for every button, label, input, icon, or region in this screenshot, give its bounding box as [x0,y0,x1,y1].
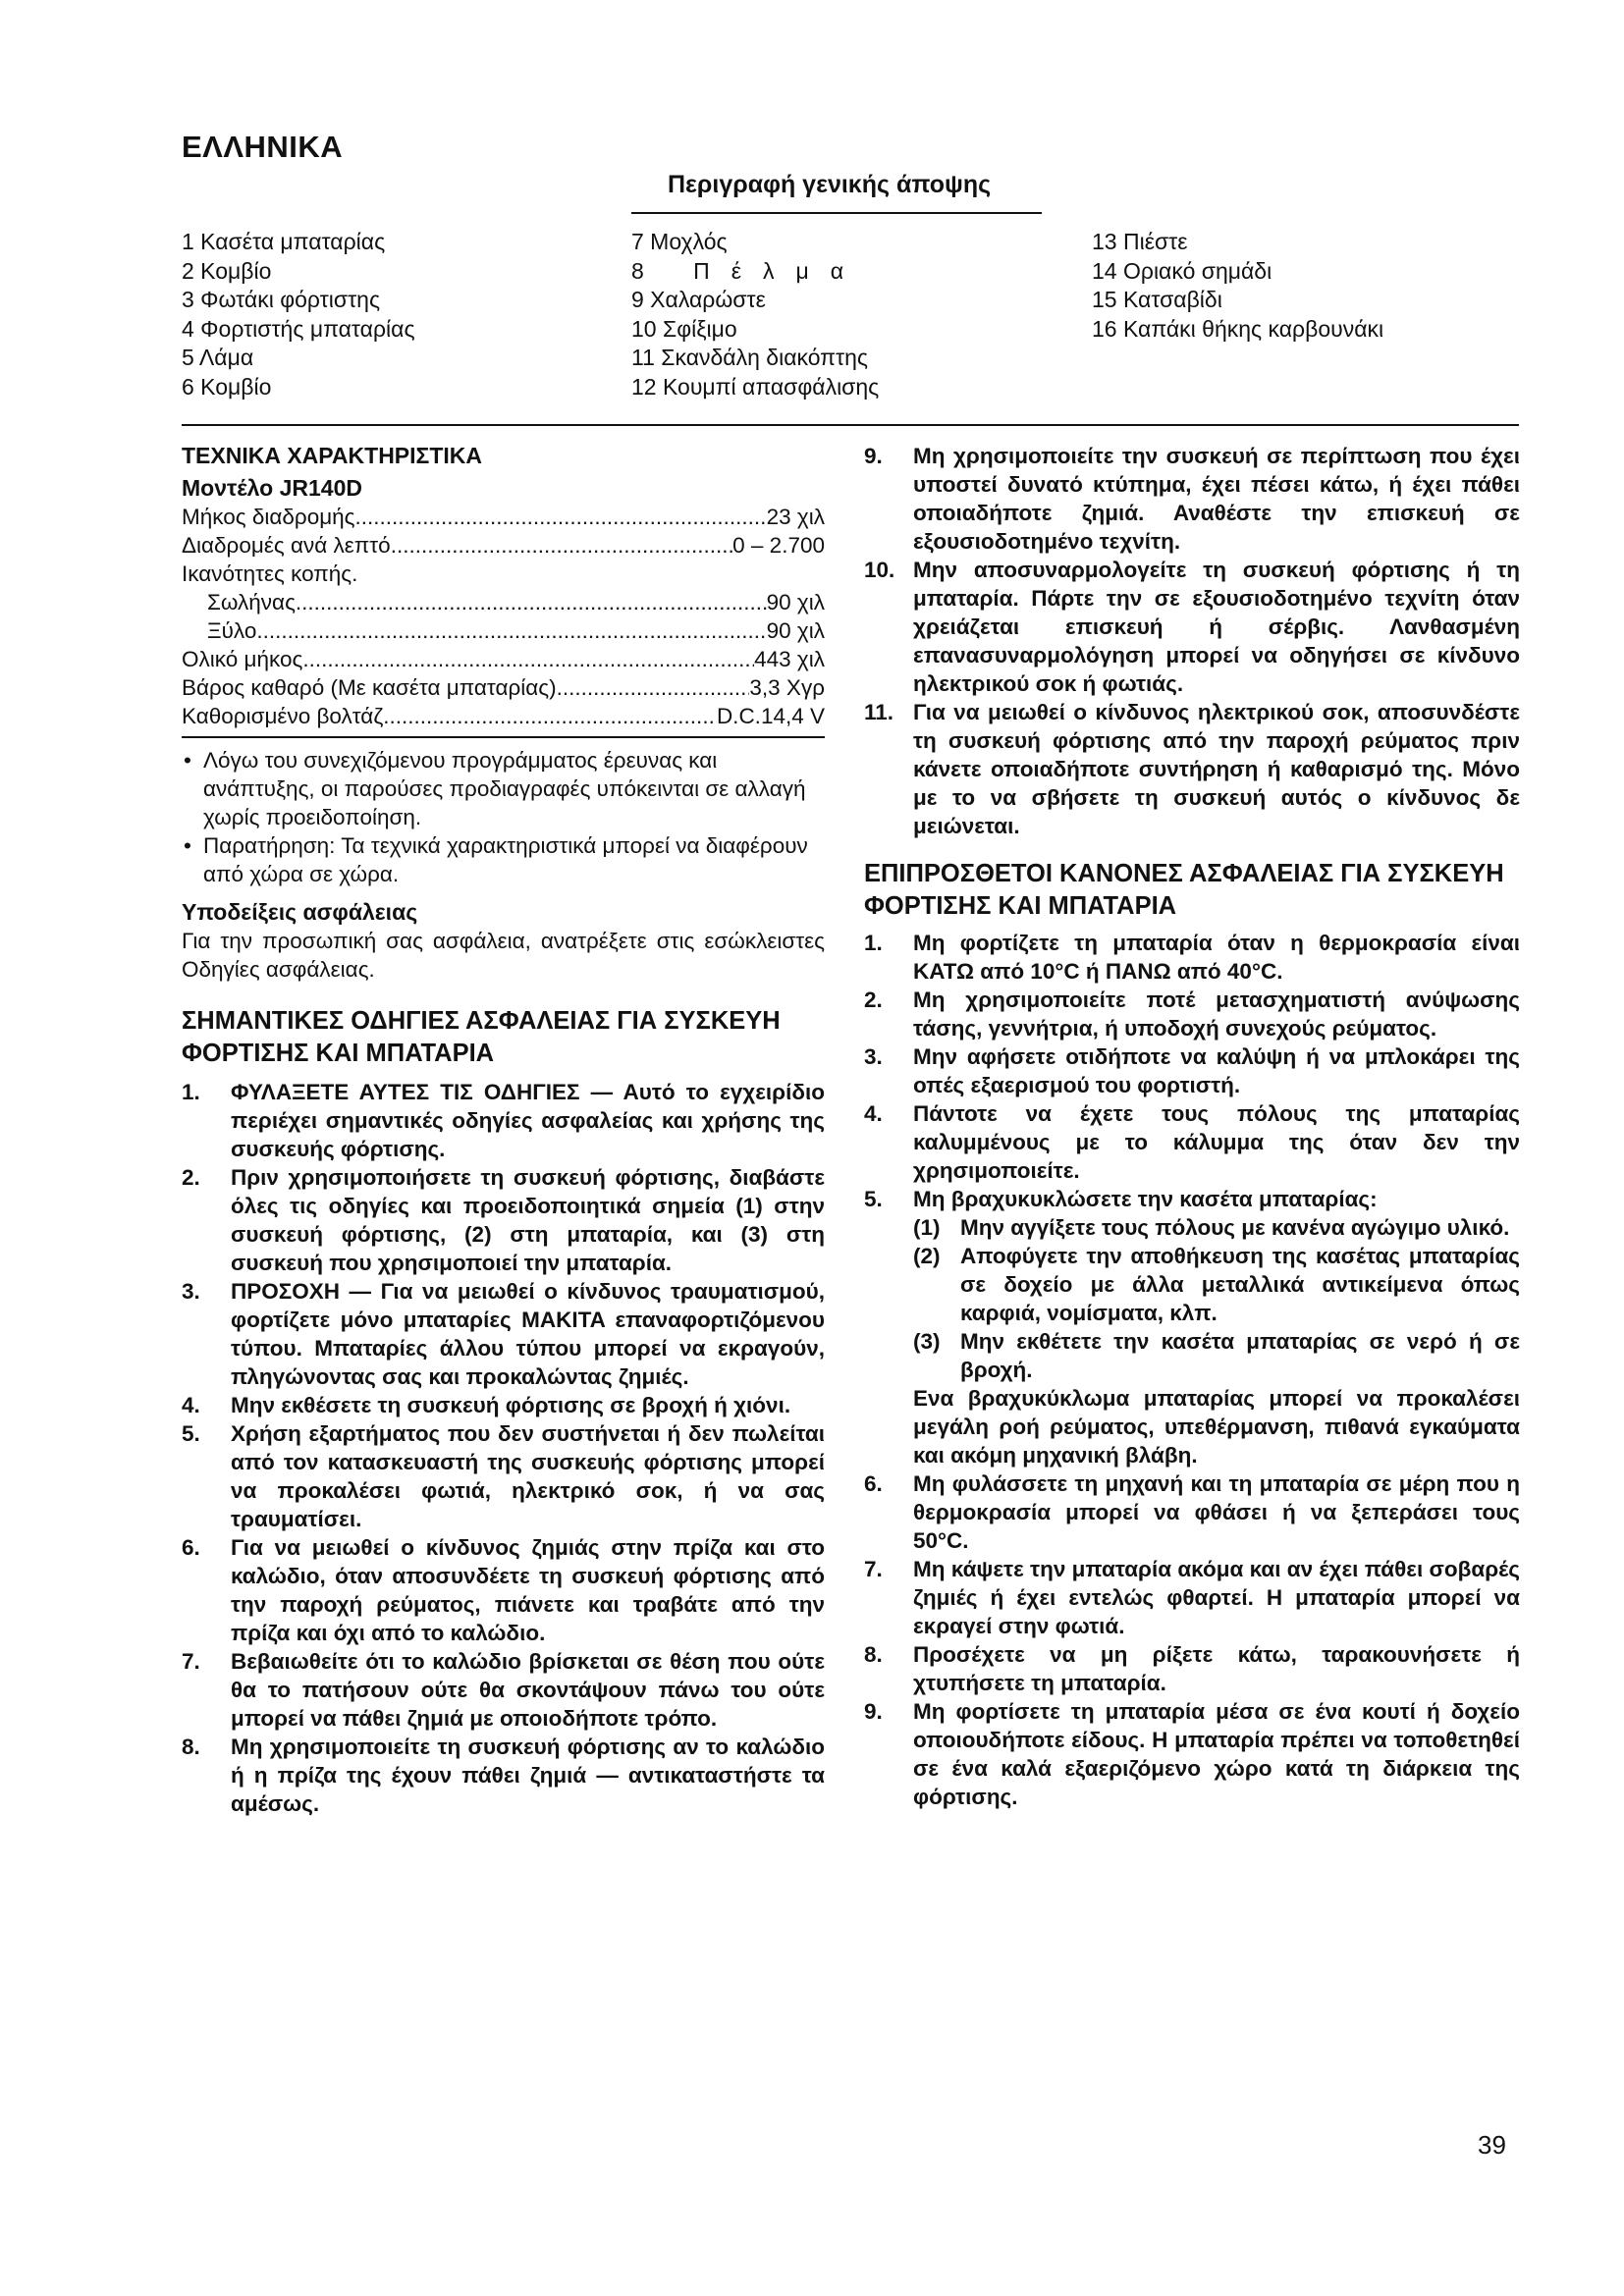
rule-item: 6. Μη φυλάσσετε τη μηχανή και τη μπαταρία σε μέρη που η θερμοκρασία μπορεί να φθάσει ή να ξεπεράσει τους 50°C. [864,1471,1520,1553]
part-item: 4 Φορτιστής μπαταρίας [182,315,415,342]
part-item: 13 Πιέστε [1092,229,1188,254]
part-item: 7 Μοχλός [631,229,728,254]
instruction-item: 2. Πριν χρησιμοποιήσετε τη συσκευή φόρτισης, διαβάστε όλες τις οδηγίες και προειδοποιητικά σημεία (1) στην συσκευή φόρτισης, (2) στη μπαταρία, και (3) στη συσκευή που χρησιμοποιεί την μπαταρία. [182,1165,825,1275]
short-circuit-note: Ενα βραχυκύκλωμα μπαταρίας μπορεί να προκαλέσει μεγάλη ροή ρεύματος, υπεθέρμανση, πιθανά εγκαύματα και ακόμη μηχανική βλάβη. [913,1386,1520,1468]
spec-row: Βάρος καθαρό (Με κασέτα μπαταρίας) ..... 3,3 Χγρ [182,673,825,702]
spec-row: Ξύλο ..... 90 χιλ [182,616,825,645]
rule-item: 7. Μη κάψετε την μπαταρία ακόμα και αν έχει πάθει σοβαρές ζημιές ή έχει εντελώς φθαρτεί. Η μπαταρία μπορεί να εκραγεί στην φωτιά. [864,1557,1520,1638]
spec-row: Διαδρομές ανά λεπτό ..... 0 – 2.700 [182,531,825,560]
rule-subitem: (1) Μην αγγίξετε τους πόλους με κανένα αγώγιμο υλικό. [913,1215,1510,1240]
part-item: 3 Φωτάκι φόρτιστης [182,287,381,312]
safety-hints-heading: Υποδείξεις ασφάλειας [182,899,418,925]
spec-note: • Παρατήρηση: Τα τεχνικά χαρακτηριστικά μπορεί να διαφέρουν από χώρα σε χώρα. [184,833,808,886]
instruction-item: 9. Μη χρησιμοποιείτε την συσκευή σε περίπτωση που έχει υποστεί δυνατό κτύπημα, έχει πέσει κάτω, ή έχει πάθει οποιαδήποτε ζημιά. Αναθέστε την επισκευή σε εξουσιοδοτημένο τεχνίτη. [864,444,1520,554]
rule-item: 8. Προσέχετε να μη ρίξετε κάτω, ταρακουνήσετε ή χτυπήσετε τη μπαταρία. [864,1642,1520,1695]
part-item: 14 Οριακό σημάδι [1092,257,1272,284]
section-divider [182,424,1519,426]
rule-item: 4. Πάντοτε να έχετε τους πόλους της μπαταρίας καλυμμένους με το κάλυμμα της όταν δεν την χρησιμοποιείτε. [864,1101,1520,1183]
part-item: 16 Καπάκι θήκης καρβουνάκι [1092,315,1384,342]
model-label: Μοντέλο JR140D [182,475,362,501]
part-item: 15 Κατσαβίδι [1092,287,1222,312]
safety-hints-text: Για την προσωπική σας ασφάλεια, ανατρέξετε στις εσώκλειστες Οδηγίες ασφάλειας. [182,929,825,982]
part-item: 5 Λάμα [182,345,254,370]
part-item: 1 Κασέτα μπαταρίας [182,229,386,254]
language-heading: ΕΛΛΗΝΙΚΑ [182,130,344,164]
spec-row: Καθορισμένο βολτάζ ..... D.C.14,4 V [182,702,825,730]
specs-heading: ΤΕΧΝΙΚΑ ΧΑΡΑΚΤΗΡΙΣΤΙΚΑ [182,443,482,468]
important-instructions-heading: ΣΗΜΑΝΤΙΚΕΣ ΟΔΗΓΙΕΣ ΑΣΦΑΛΕΙΑΣ ΓΙΑ ΣΥΣΚΕΥΗ ΦΟΡΤΙΣΗΣ ΚΑΙ ΜΠΑΤΑΡΙΑ [182,1007,781,1067]
spec-row: Μήκος διαδρομής ..... 23 χιλ [182,503,825,531]
overview-title-underline [631,212,1042,214]
part-item: 2 Κομβίο [182,257,272,284]
parts-list-col2 [631,228,879,401]
instruction-item: 3. ΠΡΟΣΟΧΗ — Για να μειωθεί ο κίνδυνος τραυματισμού, φορτίζετε μόνο μπαταρίες MAKITA επαναφορτιζόμενου τύπου. Μπαταρίες άλλου τύπου μπορεί να εκραγούν, πληγώνοντας σας και προκαλώντας ζημιές. [182,1279,825,1389]
instruction-item: 11. Για να μειωθεί ο κίνδυνος ηλεκτρικού σοκ, αποσυνδέστε τη συσκευή φόρτισης από την παροχή ρεύματος πριν κάνετε οποιαδήποτε συντήρηση ή καθαρισμό της. Μόνο με το να σβήσετε τη συσκευή αυτός ο κίνδυνος δε μειώνεται. [864,700,1520,838]
right-column [864,442,1520,1811]
specs-divider [182,736,825,738]
additional-rules-heading: ΕΠΙΠΡΟΣΘΕΤΟΙ ΚΑΝΟΝΕΣ ΑΣΦΑΛΕΙΑΣ ΓΙΑ ΣΥΣΚΕΥΗ ΦΟΡΤΙΣΗΣ ΚΑΙ ΜΠΑΤΑΡΙΑ [864,860,1504,920]
instruction-item: 6. Για να μειωθεί ο κίνδυνος ζημιάς στην πρίζα και στο καλώδιο, όταν αποσυνδέετε τη συσκευή φόρτισης από την παροχή ρεύματος, πιάνετε και τραβάτε από την πρίζα και όχι από το καλώδιο. [182,1535,825,1645]
part-item: 6 Κομβίο [182,373,272,400]
page-number: 39 [1478,2130,1506,2160]
part-item: 12 Κουμπί απασφάλισης [631,373,880,400]
rule-item: 5. Μη βραχυκυκλώσετε την κασέτα μπαταρίας: [864,1187,1378,1211]
spec-capacity-label: Ικανότητες κοπής. [182,561,358,586]
spec-row: Ολικό μήκος ..... 443 χιλ [182,645,825,673]
instruction-item: 4. Μην εκθέσετε τη συσκευή φόρτισης σε βροχή ή χιόνι. [182,1393,791,1417]
instruction-item: 10. Μην αποσυναρμολογείτε τη συσκευή φόρτισης ή τη μπαταρία. Πάρτε την σε εξουσιοδοτημένο τεχνίτη όταν χρειάζεται επισκευή ή σέρβις. Λανθασμένη επανασυναρμολόγηση μπορεί να οδηγήσει σε κίνδυνο ηλεκτρικού σοκ ή φωτιάς. [864,558,1520,696]
rule-subitem: (2) Αποφύγετε την αποθήκευση της κασέτας μπαταρίας σε δοχείο με άλλα μεταλλικά αντικείμενα όπως καρφιά, νομίσματα, κλπ. [913,1244,1520,1325]
instruction-item: 5. Χρήση εξαρτήματος που δεν συστήνεται ή δεν πωλείται από τον κατασκευαστή της συσκευής φόρτισης μπορεί να προκαλέσει φωτιά, ηλεκτρικό σοκ, ή να σας τραυματίσει. [182,1421,825,1531]
part-item: 9 Χαλαρώστε [631,287,766,312]
part-item: 11 Σκανδάλη διακόπτης [631,345,869,370]
left-column [182,442,825,1818]
instruction-item: 1. ΦΥΛΑΞΕΤΕ ΑΥΤΕΣ ΤΙΣ ΟΔΗΓΙΕΣ — Αυτό το εγχειρίδιο περιέχει σημαντικές οδηγίες ασφαλείας και χρήσης της συσκευής φόρτισης. [182,1080,825,1161]
part-item: 10 Σφίξιμο [631,315,737,342]
spec-row: Σωλήνας ..... 90 χιλ [182,588,825,616]
overview-title: Περιγραφή γενικής άποψης [668,171,992,198]
instruction-item: 7. Βεβαιωθείτε ότι το καλώδιο βρίσκεται σε θέση που ούτε θα το πατήσουν ούτε θα σκοντάψουν πάνω του ούτε μπορεί να πάθει ζημιά με οποιοδήποτε τρόπο. [182,1649,825,1731]
parts-list-col1 [182,228,415,401]
rule-item: 2. Μη χρησιμοποιείτε ποτέ μετασχηματιστή ανύψωσης τάσης, γεννήτρια, ή υποδοχή συνεχούς ρεύματος. [864,988,1520,1041]
parts-list-col3 [1092,228,1383,344]
rule-subitem: (3) Μην εκθέτετε την κασέτα μπαταρίας σε νερό ή σε βροχή. [913,1329,1520,1382]
part-item: 8 Πέλμα [631,257,866,284]
rule-item: 3. Μην αφήσετε οτιδήποτε να καλύψη ή να μπλοκάρει της οπές εξαερισμού του φορτιστή. [864,1044,1520,1097]
rule-item: 9. Μη φορτίσετε τη μπαταρία μέσα σε ένα κουτί ή δοχείο οποιουδήποτε είδους. Η μπαταρία πρέπει να τοποθετηθεί σε ένα καλά εξαεριζόμενο χώρο κατά τη διάρκεια της φόρτισης. [864,1699,1520,1809]
instruction-item: 8. Μη χρησιμοποιείτε τη συσκευή φόρτισης αν το καλώδιο ή η πρίζα της έχουν πάθει ζημιά — αντικαταστήστε τα αμέσως. [182,1735,825,1816]
spec-note: • Λόγω του συνεχιζόμενου προγράμματος έρευνας και ανάπτυξης, οι παρούσες προδιαγραφές υπόκεινται σε αλλαγή χωρίς προειδοποίηση. [184,748,806,829]
rule-item: 1. Μη φορτίζετε τη μπαταρία όταν η θερμοκρασία είναι ΚΑΤΩ από 10°C ή ΠΑΝΩ από 40°C. [864,931,1520,984]
